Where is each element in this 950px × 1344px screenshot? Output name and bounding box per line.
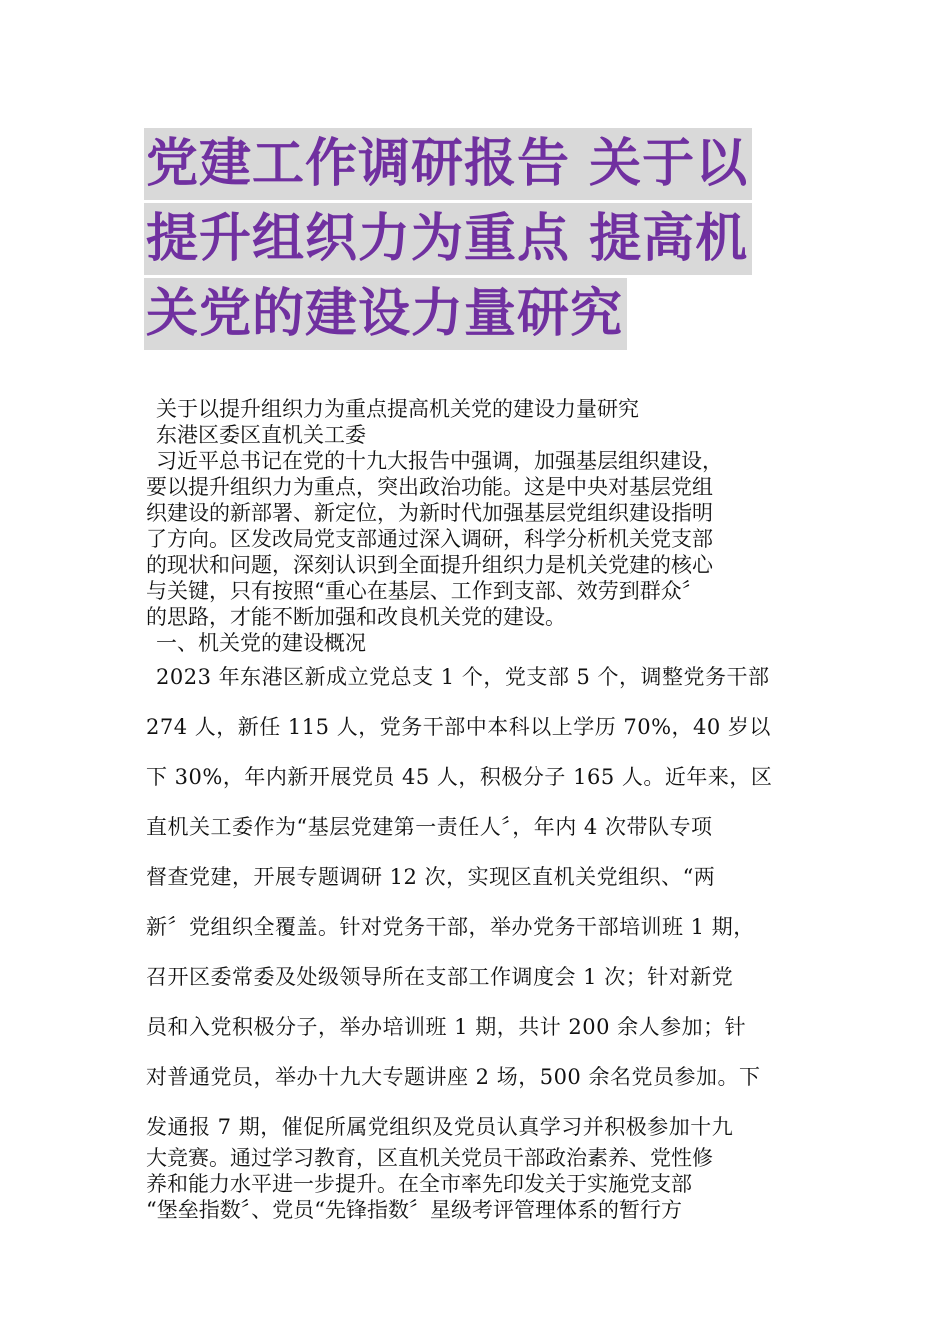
paragraph-line: 大竞赛。通过学习教育，区直机关党员干部政治素养、党性修 [146,1146,713,1170]
paragraph-line: 了方向。区发改局党支部通过深入调研，科学分析机关党支部 [146,527,713,551]
intro-paragraphs [146,396,816,656]
paragraph-line: 召开区委常委及处级领导所在支部工作调度会 1 次；针对新党 [146,965,734,989]
paragraph-line: 新〞党组织全覆盖。针对党务干部，举办党务干部培训班 1 期， [146,915,755,939]
paragraph-line: 要以提升组织力为重点，突出政治功能。这是中央对基层党组 [146,475,713,499]
author-line: 东港区委区直机关工委 [156,423,366,447]
paragraph-line: 的思路，才能不断加强和改良机关党的建设。 [146,605,566,629]
paragraph-line: “堡垒指数〞、党员“先锋指数〞星级考评管理体系的暂行方 [146,1198,682,1222]
paragraph-line: 习近平总书记在党的十九大报告中强调，加强基层组织建设， [156,449,723,473]
paragraph-line: 督查党建，开展专题调研 12 次，实现区直机关党组织、“两 [146,865,716,889]
paragraph-line: 与关键，只有按照“重心在基层、工作到支部、效劳到群众〞 [146,579,703,603]
paragraph-line: 的现状和问题，深刻认识到全面提升组织力是机关党建的核心 [146,553,713,577]
paragraph-line: 274 人，新任 115 人，党务干部中本科以上学历 70%，40 岁以 [146,715,771,739]
paragraph-line: 发通报 7 期，催促所属党组织及党员认真学习并积极参加十九 [146,1115,734,1139]
paragraph-line: 下 30%，年内新开展党员 45 人，积极分子 165 人。近年来，区 [146,765,773,789]
paragraph-line: 2023 年东港区新成立党总支 1 个，党支部 5 个，调整党务干部 [156,665,770,689]
paragraph-line: 对普通党员，举办十九大专题讲座 2 场，500 余名党员参加。下 [146,1065,761,1089]
section1-continuation [146,1145,826,1223]
document-title [144,128,824,353]
paragraph-line: 直机关工委作为“基层党建第一责任人〞，年内 4 次带队专项 [146,815,713,839]
paragraph-line: 员和入党积极分子，举办培训班 1 期，共计 200 余人参加；针 [146,1015,747,1039]
section-heading: 一、机关党的建设概况 [156,631,366,655]
subtitle-line: 关于以提升组织力为重点提高机关党的建设力量研究 [156,397,639,421]
title-line-1: 党建工作调研报告 关于以 [144,128,752,200]
title-line-2: 提升组织力为重点 提高机 [144,203,752,275]
paragraph-line: 织建设的新部署、新定位，为新时代加强基层党组织建设指明 [146,501,713,525]
paragraph-line: 养和能力水平进一步提升。在全市率先印发关于实施党支部 [146,1172,692,1196]
title-line-3: 关党的建设力量研究 [144,278,627,350]
section1-paragraph [146,652,826,1152]
